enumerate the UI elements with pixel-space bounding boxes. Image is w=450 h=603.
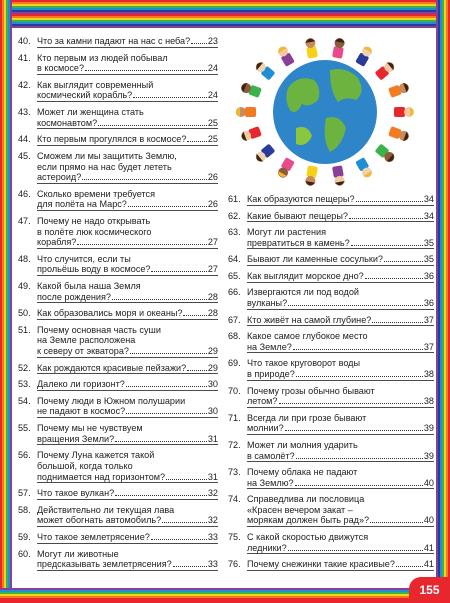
toc-entry-title-line: для полёта на Марс? xyxy=(37,199,127,210)
leader-dots xyxy=(187,370,207,371)
toc-entry xyxy=(18,53,218,75)
toc-entry-title-line: Кто первым прогулялся в космосе? xyxy=(37,134,187,145)
leader-dots xyxy=(356,201,423,202)
leader-dots xyxy=(285,430,423,431)
toc-entry xyxy=(18,107,218,129)
toc-entry-number: 67. xyxy=(228,314,241,325)
leader-dots xyxy=(128,206,207,207)
toc-entry-title-line: прольёшь воду в космосе? xyxy=(37,264,151,275)
toc-entry-number: 69. xyxy=(228,358,241,369)
toc-entry xyxy=(18,549,218,571)
leader-dots xyxy=(126,386,207,387)
toc-entry xyxy=(18,423,218,445)
leader-dots xyxy=(288,305,423,306)
toc-entry-number: 48. xyxy=(18,253,31,264)
toc-entry-number: 70. xyxy=(228,385,241,396)
toc-entry-title-line: Что такое круговорот воды xyxy=(247,358,361,369)
toc-entry-title-line: Как образовались моря и океаны? xyxy=(37,308,183,319)
toc-entry-number: 61. xyxy=(228,194,241,204)
toc-entry xyxy=(228,440,434,462)
child-figure-icon xyxy=(254,60,276,81)
toc-entry xyxy=(18,505,218,527)
child-figure-icon xyxy=(305,37,318,58)
leader-dots xyxy=(115,495,207,496)
toc-entry-title-line: Почему грозы обычно бывают xyxy=(247,385,375,396)
toc-entry-page: 36 xyxy=(423,270,434,281)
leader-dots xyxy=(370,522,423,523)
toc-entry-title-line: в полёте люк космического xyxy=(37,226,152,237)
toc-entry xyxy=(228,413,434,435)
page-number: 155 xyxy=(409,577,450,603)
toc-entry-number: 46. xyxy=(18,188,31,199)
toc-entry-title-line: Почему основная часть суши xyxy=(37,324,161,335)
toc-entry-title-line: Кто первым из людей побывал xyxy=(37,52,168,63)
toc-entry-page: 29 xyxy=(207,346,218,356)
toc-entry-page: 41 xyxy=(423,542,434,553)
leader-dots xyxy=(293,349,423,350)
toc-entry xyxy=(18,396,218,418)
toc-entry-title-line: Что такое вулкан? xyxy=(37,488,115,499)
toc-entry-page: 38 xyxy=(423,369,434,379)
toc-entry-number: 51. xyxy=(18,324,31,335)
toc-entry-title-line: корабля? xyxy=(37,237,77,248)
child-figure-icon xyxy=(394,107,414,117)
leader-dots xyxy=(77,244,207,245)
toc-entry-number: 40. xyxy=(18,36,31,46)
toc-entry-number: 75. xyxy=(228,532,241,543)
toc-entry-title-line: морякам должен быть рад»? xyxy=(247,515,370,526)
toc-entry xyxy=(18,379,218,391)
toc-entry-title-line: Может ли женщина стать xyxy=(37,107,144,118)
toc-entry-title-line: Какое самое глубокое место xyxy=(247,331,368,342)
toc-entry xyxy=(228,194,434,206)
toc-entry xyxy=(228,211,434,223)
toc-entry-number: 68. xyxy=(228,331,241,342)
toc-entry xyxy=(228,494,434,527)
toc-entry-page: 25 xyxy=(207,134,218,145)
toc-entry-page: 36 xyxy=(423,298,434,309)
toc-entry-number: 52. xyxy=(18,362,31,373)
toc-entry-title-line: в самолёт? xyxy=(247,450,295,461)
child-figure-icon xyxy=(305,165,318,186)
toc-entry-title-line: не падают в космос? xyxy=(37,406,126,417)
toc-entry-title-line: Действительно ли текущая лава xyxy=(37,504,175,515)
toc-entry-number: 73. xyxy=(228,467,241,478)
leader-dots xyxy=(166,479,207,480)
toc-entry-title-line: Всегда ли при грозе бывают xyxy=(247,412,367,423)
child-figure-icon xyxy=(240,126,262,142)
toc-entry-number: 76. xyxy=(228,559,241,570)
child-figure-icon xyxy=(276,157,295,179)
toc-entry-page: 39 xyxy=(423,423,434,434)
toc-entry-title-line: в природе? xyxy=(247,369,295,379)
toc-entry-number: 58. xyxy=(18,504,31,515)
child-figure-icon xyxy=(240,82,262,98)
toc-entry-title-line: превратиться в камень? xyxy=(247,237,350,248)
toc-left-column xyxy=(18,36,218,576)
toc-entry-title-line: если прямо на нас будет лететь xyxy=(37,161,172,172)
toc-entry-title-line: летом? xyxy=(247,396,278,407)
toc-entry-page: 32 xyxy=(207,515,218,526)
toc-entry xyxy=(228,467,434,489)
leader-dots xyxy=(183,315,206,316)
toc-entry-page: 35 xyxy=(423,254,434,265)
toc-entry-number: 53. xyxy=(18,379,31,390)
toc-entry-title-line: Как выглядит морское дно? xyxy=(247,270,364,281)
toc-entry-page: 26 xyxy=(207,199,218,210)
toc-entry-page: 28 xyxy=(207,291,218,302)
leader-dots xyxy=(365,278,423,279)
toc-entry-title-line: С какой скоростью движутся xyxy=(247,532,369,543)
toc-entry-page: 23 xyxy=(207,36,218,46)
toc-entry-title-line: Почему облака не падают xyxy=(247,467,358,478)
toc-entry-page: 25 xyxy=(207,117,218,128)
toc-entry-number: 56. xyxy=(18,450,31,461)
toc-entry-title-line: в космосе? xyxy=(37,63,85,74)
leader-dots xyxy=(349,218,423,219)
child-figure-icon xyxy=(355,45,374,67)
toc-entry-title-line: Какой была наша Земля xyxy=(37,280,141,291)
toc-entry xyxy=(228,315,434,327)
toc-entry xyxy=(18,151,218,184)
toc-entry xyxy=(18,134,218,146)
child-figure-icon xyxy=(332,37,345,58)
toc-entry-title-line: Какие бывают пещеры? xyxy=(247,210,348,221)
toc-entry xyxy=(18,254,218,276)
toc-entry-number: 43. xyxy=(18,107,31,118)
child-figure-icon xyxy=(375,60,397,81)
toc-entry-page: 30 xyxy=(207,406,218,417)
toc-entry-title-line: Далеко ли горизонт? xyxy=(37,379,125,390)
toc-entry-page: 24 xyxy=(207,90,218,101)
toc-entry-page: 40 xyxy=(423,515,434,526)
leader-dots xyxy=(82,179,207,180)
toc-entry-title-line: Как рождаются красивые пейзажи? xyxy=(37,362,187,373)
toc-entry-title-line: Почему мы не чувствуем xyxy=(37,423,143,434)
leader-dots xyxy=(85,70,207,71)
toc-entry-title-line: Могут ли животные xyxy=(37,548,119,559)
rainbow-border-top xyxy=(0,0,450,28)
toc-entry-title-line: вращения Земли? xyxy=(37,433,115,444)
toc-entry-title-line: Почему люди в Южном полушарии xyxy=(37,395,186,406)
toc-entry-title-line: Почему не надо открывать xyxy=(37,215,151,226)
toc-entry-number: 41. xyxy=(18,52,31,63)
toc-entry xyxy=(228,386,434,408)
toc-right-column xyxy=(228,194,434,576)
toc-entry-title-line: на Землю? xyxy=(247,477,294,488)
toc-entry xyxy=(18,363,218,375)
toc-entry-number: 60. xyxy=(18,548,31,559)
toc-entry-number: 44. xyxy=(18,134,31,145)
toc-entry-title-line: на Земле? xyxy=(247,341,292,352)
toc-entry-page: 31 xyxy=(207,433,218,444)
toc-entry-page: 33 xyxy=(207,531,218,542)
leader-dots xyxy=(151,271,206,272)
toc-entry-number: 62. xyxy=(228,210,241,221)
toc-entry-title-line: космонавтом? xyxy=(37,117,98,128)
leader-dots xyxy=(296,458,423,459)
child-figure-icon xyxy=(355,157,374,179)
toc-entry-page: 39 xyxy=(423,450,434,461)
toc-entry-page: 38 xyxy=(423,396,434,407)
toc-entry xyxy=(228,254,434,266)
toc-entry-title-line: Почему снежинки такие красивые? xyxy=(247,559,395,570)
toc-entry-page: 28 xyxy=(207,308,218,319)
leader-dots xyxy=(151,539,207,540)
toc-entry xyxy=(228,271,434,283)
toc-entry-page: 27 xyxy=(207,264,218,275)
toc-entry-number: 57. xyxy=(18,488,31,499)
child-figure-icon xyxy=(388,82,410,98)
toc-entry xyxy=(18,189,218,211)
toc-entry-title-line: Что случится, если ты xyxy=(37,253,131,264)
toc-entry-title-line: Справедлива ли пословица xyxy=(247,494,365,505)
toc-entry-title-line: Могут ли растения xyxy=(247,227,327,238)
toc-entry-title-line: Сколько времени требуется xyxy=(37,188,156,199)
rainbow-border-left xyxy=(0,0,12,603)
leader-dots xyxy=(295,485,423,486)
toc-entry xyxy=(18,532,218,544)
child-figure-icon xyxy=(332,165,345,186)
child-figure-icon xyxy=(276,45,295,67)
toc-entry-number: 49. xyxy=(18,280,31,291)
toc-entry-title-line: вулканы? xyxy=(247,298,288,309)
leader-dots xyxy=(133,97,207,98)
toc-entry-title-line: Что за камни падают на нас с неба? xyxy=(37,36,191,46)
toc-entry xyxy=(18,488,218,500)
toc-entry-number: 64. xyxy=(228,254,241,265)
rainbow-border-right xyxy=(436,0,450,603)
toc-entry-page: 30 xyxy=(207,379,218,390)
toc-entry-title-line: к северу от экватора? xyxy=(37,346,129,356)
toc-entry-title-line: Как выглядит современный xyxy=(37,79,154,90)
toc-entry-title-line: молнии? xyxy=(247,423,284,434)
toc-entry-title-line: Может ли молния ударить xyxy=(247,439,358,450)
toc-entry-title-line: Извергаются ли под водой xyxy=(247,287,359,298)
toc-entry-title-line: на Земле расположена xyxy=(37,335,136,346)
leader-dots xyxy=(296,376,423,377)
leader-dots xyxy=(279,403,423,404)
toc-entry-page: 41 xyxy=(423,559,434,570)
toc-entry-number: 66. xyxy=(228,287,241,298)
toc-entry-number: 47. xyxy=(18,215,31,226)
toc-entry-title-line: Как образуются пещеры? xyxy=(247,194,355,204)
toc-entry-number: 59. xyxy=(18,531,31,542)
toc-entry xyxy=(228,532,434,554)
leader-dots xyxy=(112,299,207,300)
leader-dots xyxy=(98,125,207,126)
toc-entry-page: 40 xyxy=(423,477,434,488)
leader-dots xyxy=(187,141,206,142)
child-figure-icon xyxy=(236,107,256,117)
toc-entry-number: 74. xyxy=(228,494,241,505)
toc-entry-title-line: поднимается над горизонтом? xyxy=(37,471,166,482)
leader-dots xyxy=(173,566,207,567)
child-figure-icon xyxy=(388,126,410,142)
leader-dots xyxy=(396,566,423,567)
child-figure-icon xyxy=(375,144,397,165)
rainbow-border-bottom xyxy=(0,588,450,603)
toc-entry xyxy=(228,331,434,353)
toc-entry-title-line: ледники? xyxy=(247,542,287,553)
toc-entry-page: 29 xyxy=(207,362,218,373)
toc-entry-page: 33 xyxy=(207,559,218,570)
toc-entry-number: 63. xyxy=(228,227,241,238)
toc-entry-title-line: после рождения? xyxy=(37,291,111,302)
toc-entry-number: 55. xyxy=(18,423,31,434)
toc-entry xyxy=(228,559,434,571)
toc-entry-number: 71. xyxy=(228,412,241,423)
toc-entry-page: 24 xyxy=(207,63,218,74)
toc-entry xyxy=(18,216,218,249)
leader-dots xyxy=(351,245,423,246)
toc-entry-page: 34 xyxy=(423,210,434,221)
toc-entry-title-line: может обогнать автомобиль? xyxy=(37,515,162,526)
toc-entry-page: 37 xyxy=(423,341,434,352)
toc-entry xyxy=(18,325,218,358)
toc-entry-title-line: космический корабль? xyxy=(37,90,133,101)
leader-dots xyxy=(162,522,207,523)
toc-entry-page: 34 xyxy=(423,194,434,204)
toc-entry-number: 50. xyxy=(18,308,31,319)
toc-entry-title-line: «Красен вечером закат – xyxy=(247,504,353,515)
leader-dots xyxy=(115,441,207,442)
leader-dots xyxy=(191,43,207,44)
leader-dots xyxy=(130,353,207,354)
toc-entry-title-line: предсказывать землетрясения? xyxy=(37,559,172,570)
toc-entry-title-line: Сможем ли мы защитить Землю, xyxy=(37,150,177,161)
toc-entry xyxy=(228,227,434,249)
toc-entry-title-line: Бывают ли каменные сосульки? xyxy=(247,254,383,265)
leader-dots xyxy=(372,322,423,323)
toc-entry-number: 65. xyxy=(228,270,241,281)
leader-dots xyxy=(288,550,423,551)
toc-entry-title-line: Кто живёт на самой глубине? xyxy=(247,314,372,325)
children-around-globe-icon xyxy=(226,30,424,190)
leader-dots xyxy=(384,261,423,262)
toc-entry-page: 31 xyxy=(207,471,218,482)
toc-entry xyxy=(18,80,218,102)
toc-entry-number: 54. xyxy=(18,395,31,406)
toc-entry-page: 26 xyxy=(207,172,218,183)
toc-entry-number: 72. xyxy=(228,439,241,450)
child-figure-icon xyxy=(254,144,276,165)
toc-entry xyxy=(18,281,218,303)
toc-entry-number: 45. xyxy=(18,150,31,161)
globe-icon xyxy=(273,60,377,164)
toc-entry xyxy=(18,308,218,320)
toc-entry-page: 27 xyxy=(207,237,218,248)
leader-dots xyxy=(126,413,207,414)
toc-entry xyxy=(18,36,218,48)
toc-entry-page: 35 xyxy=(423,237,434,248)
toc-entry xyxy=(228,358,434,380)
toc-entry xyxy=(18,450,218,483)
toc-entry-title-line: астероид? xyxy=(37,172,82,183)
toc-entry-title-line: большой, когда только xyxy=(37,460,133,471)
toc-entry-title-line: Что такое землетрясение? xyxy=(37,531,150,542)
toc-entry-page: 37 xyxy=(423,314,434,325)
toc-entry-title-line: Почему Луна кажется такой xyxy=(37,450,155,461)
toc-entry xyxy=(228,287,434,309)
toc-entry-page: 32 xyxy=(207,488,218,499)
toc-entry-number: 42. xyxy=(18,79,31,90)
